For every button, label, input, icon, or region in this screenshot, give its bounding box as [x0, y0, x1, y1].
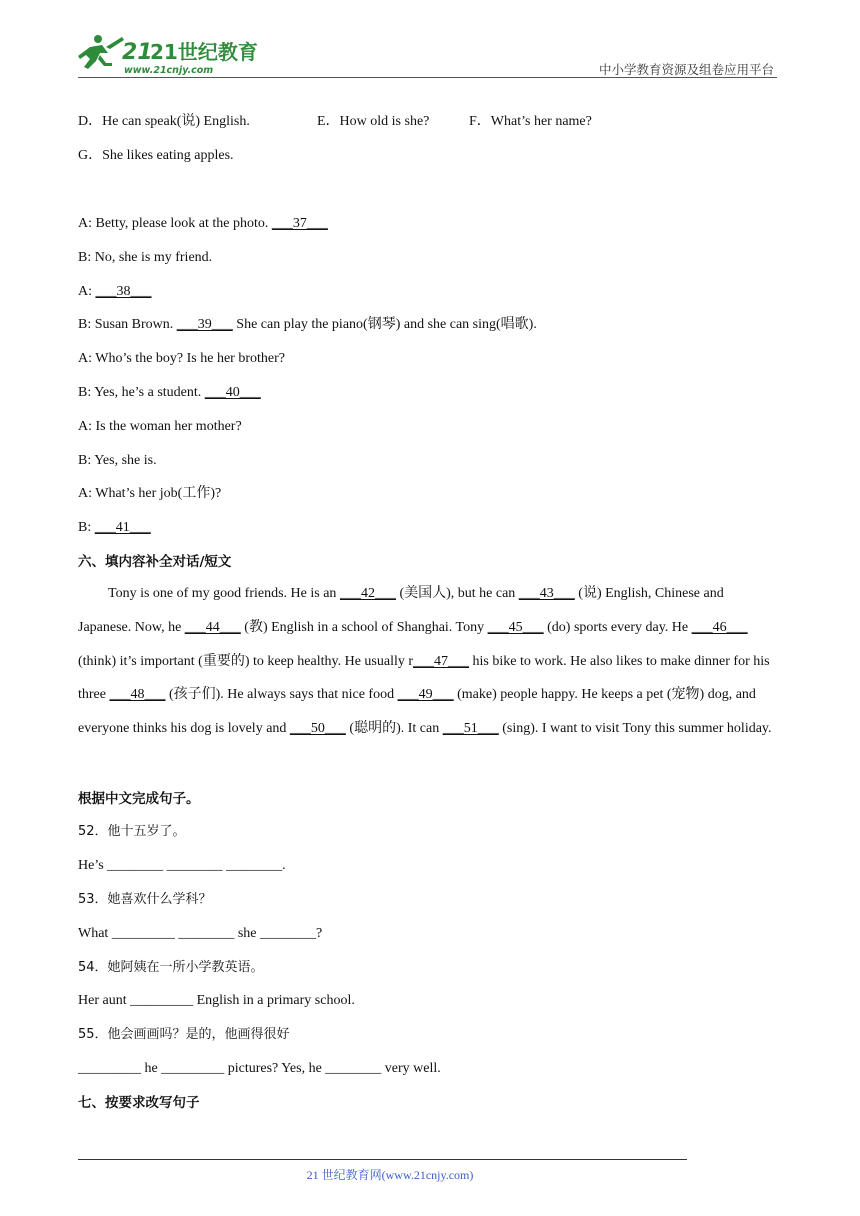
cloze-passage: Tony is one of my good friends. He is an ___42___ (美国人), but he can ___43___ (说) English, Chinese and Japanese. Now, he ___44___ (教) English in a school of Shanghai. Tony ___45___ (do) sports every day. He ___46___ (think) it’s important (重要的) to keep healthy. He usually r___47___ his bike to work. He also likes to make dinner for his three ___48___ (孩子们). He always says that nice food ___49___ (make) people happy. He keeps a pet (宠物) dog, and everyone thinks his dog is lovely and ___50___ (聪明的). It can ___51___ (sing). I want to visit Tony this summer holiday.	[78, 586, 772, 737]
option-g: G．She likes eating apples.	[78, 148, 234, 163]
answer-blank-50[interactable]: ___50___	[289, 721, 346, 737]
answer-blank-41[interactable]: ___41___	[94, 520, 151, 535]
answer-blank-38[interactable]: ___38___	[95, 284, 152, 299]
page-header	[0, 0, 860, 80]
logo-subtext: www.21cnjy.com	[124, 65, 214, 76]
answer-blank-47[interactable]: ___47___	[413, 653, 470, 669]
option-d: D．He can speak(说) English.	[78, 114, 250, 129]
option-f: F．What’s her name?	[469, 114, 592, 129]
header-divider	[78, 77, 777, 78]
question-english[interactable]: What _________ ________ she ________?	[78, 926, 323, 941]
question-english[interactable]: Her aunt _________ English in a primary school.	[78, 993, 355, 1008]
dialog-line: A: Is the woman her mother?	[78, 419, 242, 434]
answer-blank-45[interactable]: ___45___	[487, 619, 544, 635]
question-chinese: 53．她喜欢什么学科？	[78, 892, 212, 907]
dialog-line: A: Who’s the boy? Is he her brother?	[78, 351, 285, 366]
dialog-line: B: Susan Brown. ___39___ She can play the piano(钢琴) and she can sing(唱歌).	[78, 317, 537, 332]
site-name: 中小学教育资源及组卷应用平台	[598, 62, 774, 77]
answer-blank-40[interactable]: ___40___	[204, 385, 261, 400]
question-chinese: 55．他会画画吗？是的，他画得很好	[78, 1027, 290, 1042]
dialog-line: A: Betty, please look at the photo. ___37___	[78, 216, 328, 231]
answer-blank-49[interactable]: ___49___	[397, 687, 454, 703]
dialog-line: B: ___41___	[78, 520, 151, 535]
section-heading: 六、填内容补全对话/短文	[78, 554, 232, 570]
answer-blank-37[interactable]: ___37___	[271, 216, 328, 231]
dialog-line: B: Yes, she is.	[78, 453, 157, 468]
answer-blank-42[interactable]: ___42___	[339, 586, 396, 601]
dialog-line: A: What’s her job(工作)?	[78, 486, 222, 501]
page-footer	[0, 1166, 860, 1183]
question-english[interactable]: He’s ________ ________ ________.	[78, 858, 286, 873]
question-english[interactable]: _________ he _________ pictures? Yes, he ________ very well.	[78, 1061, 441, 1076]
answer-blank-43[interactable]: ___43___	[518, 586, 575, 601]
footer-text[interactable]: 21 世纪教育网(www.21cnjy.com)	[306, 1168, 474, 1182]
dialog-line: B: Yes, he’s a student. ___40___	[78, 385, 261, 400]
footer-divider	[78, 1159, 687, 1160]
logo-text: 21世纪教育	[150, 40, 258, 64]
answer-blank-51[interactable]: ___51___	[442, 721, 499, 737]
answer-blank-44[interactable]: ___44___	[184, 619, 241, 635]
answer-blank-48[interactable]: ___48___	[109, 687, 166, 703]
question-chinese: 54．她阿姨在一所小学教英语。	[78, 960, 264, 975]
question-chinese: 52．他十五岁了。	[78, 824, 186, 839]
section-heading: 根据中文完成句子。	[78, 791, 200, 807]
option-e: E．How old is she?	[317, 114, 430, 129]
answer-blank-46[interactable]: ___46___	[691, 619, 748, 635]
answer-blank-39[interactable]: ___39___	[176, 317, 233, 332]
dialog-line: A: ___38___	[78, 284, 152, 299]
site-logo	[76, 33, 258, 76]
svg-text:21: 21	[122, 40, 153, 65]
dialog-line: B: No, she is my friend.	[78, 250, 213, 265]
section-heading: 七、按要求改写句子	[78, 1095, 200, 1111]
